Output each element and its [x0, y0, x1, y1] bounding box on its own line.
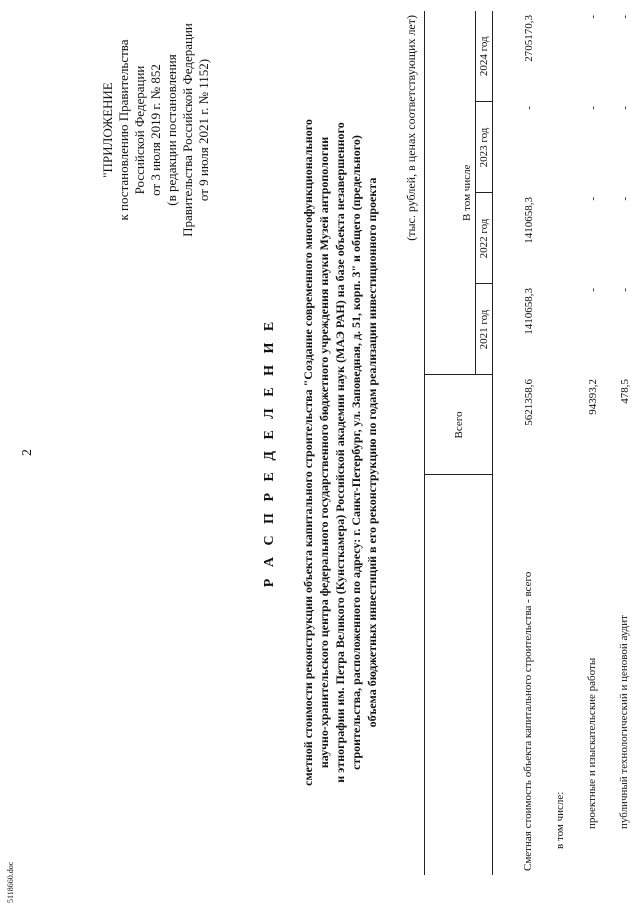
row-total	[537, 375, 569, 475]
appendix-line: к постановлению Правительства	[116, 39, 131, 221]
appendix-line: от 9 июля 2021 г. № 1152)	[196, 58, 211, 202]
row-total: 478,5	[619, 379, 631, 404]
row-value-2023: -	[523, 106, 535, 110]
header-spacer	[425, 11, 460, 375]
appendix-line: Российской Федерации	[132, 65, 147, 195]
year-column-header: 2024 год	[476, 11, 493, 102]
row-total: 94393,2	[587, 379, 599, 415]
year-column-header: 2022 год	[476, 193, 493, 284]
appendix-header	[100, 15, 212, 245]
row-value-2021: -	[619, 288, 631, 292]
row-name: Сметная стоимость объекта капитального строительства - всего	[522, 571, 534, 871]
row-value-2021: -	[587, 288, 599, 292]
row-value-2023: -	[619, 106, 631, 110]
table-row	[493, 11, 538, 875]
subtitle-line: объема бюджетных инвестиций в его реконструкцию по годам реализации инвестиционного проекта	[365, 177, 379, 728]
subtitle-line: строительства, расположенного по адресу: г. Санкт-Петербург, ул. Заповедная, д. 51, корп. 3" и общего (предельного)	[349, 135, 363, 770]
document-file-code: 5118660.doc	[6, 861, 15, 903]
row-name: проектные и изыскательские работы	[586, 657, 598, 829]
table-header-row	[425, 11, 460, 875]
page-number: 2	[20, 449, 35, 456]
subtitle-line: и этнографии им. Петра Великого (Кунсткамера) Российской академии наук (МАЭ РАН) на базе объекта незавершенного	[333, 122, 347, 783]
row-value-2021: 1410658,3	[523, 288, 535, 335]
row-value-2021	[537, 284, 569, 375]
row-value-2023	[537, 102, 569, 193]
row-value-2024: -	[587, 15, 599, 19]
name-column-header	[425, 475, 493, 875]
row-value-2022: 1410658,3	[523, 197, 535, 244]
row-value-2022	[537, 193, 569, 284]
row-value-2022: -	[587, 197, 599, 201]
row-value-2022: -	[619, 197, 631, 201]
row-value-2024	[537, 11, 569, 102]
table-row	[537, 11, 569, 875]
appendix-line: от 3 июля 2019 г. № 852	[148, 64, 163, 196]
units-note: (тыс. рублей, в ценах соответствующих лет)	[404, 15, 418, 241]
row-name: публичный технологический и ценовой аудит	[618, 615, 630, 829]
group-column-header: В том числе	[459, 11, 476, 375]
row-value-2023: -	[587, 106, 599, 110]
document-title: Р А С П Р Е Д Е Л Е Н И Е	[262, 317, 277, 588]
row-value-2024: 2705170,3	[523, 15, 535, 62]
table-row	[601, 11, 633, 875]
table-row	[569, 11, 601, 875]
year-column-header: 2023 год	[476, 102, 493, 193]
row-value-2024: -	[619, 15, 631, 19]
year-column-header: 2021 год	[476, 284, 493, 375]
document-subtitle	[300, 0, 380, 905]
distribution-table	[424, 11, 633, 875]
appendix-line: (в редакции постановления	[164, 54, 179, 206]
row-total: 5621358,6	[523, 379, 535, 426]
total-column-header: Всего	[425, 375, 493, 475]
subtitle-line: сметной стоимости реконструкции объекта капитального строительства "Создание современного многофункционального	[301, 119, 315, 786]
row-name: в том числе:	[554, 791, 566, 849]
appendix-line: "ПРИЛОЖЕНИЕ	[100, 82, 115, 178]
subtitle-line: научно-хранительского центра федерального государственного бюджетного учреждения науки Музей антропологии	[317, 136, 331, 769]
appendix-line: Правительства Российской Федерации	[180, 23, 195, 237]
